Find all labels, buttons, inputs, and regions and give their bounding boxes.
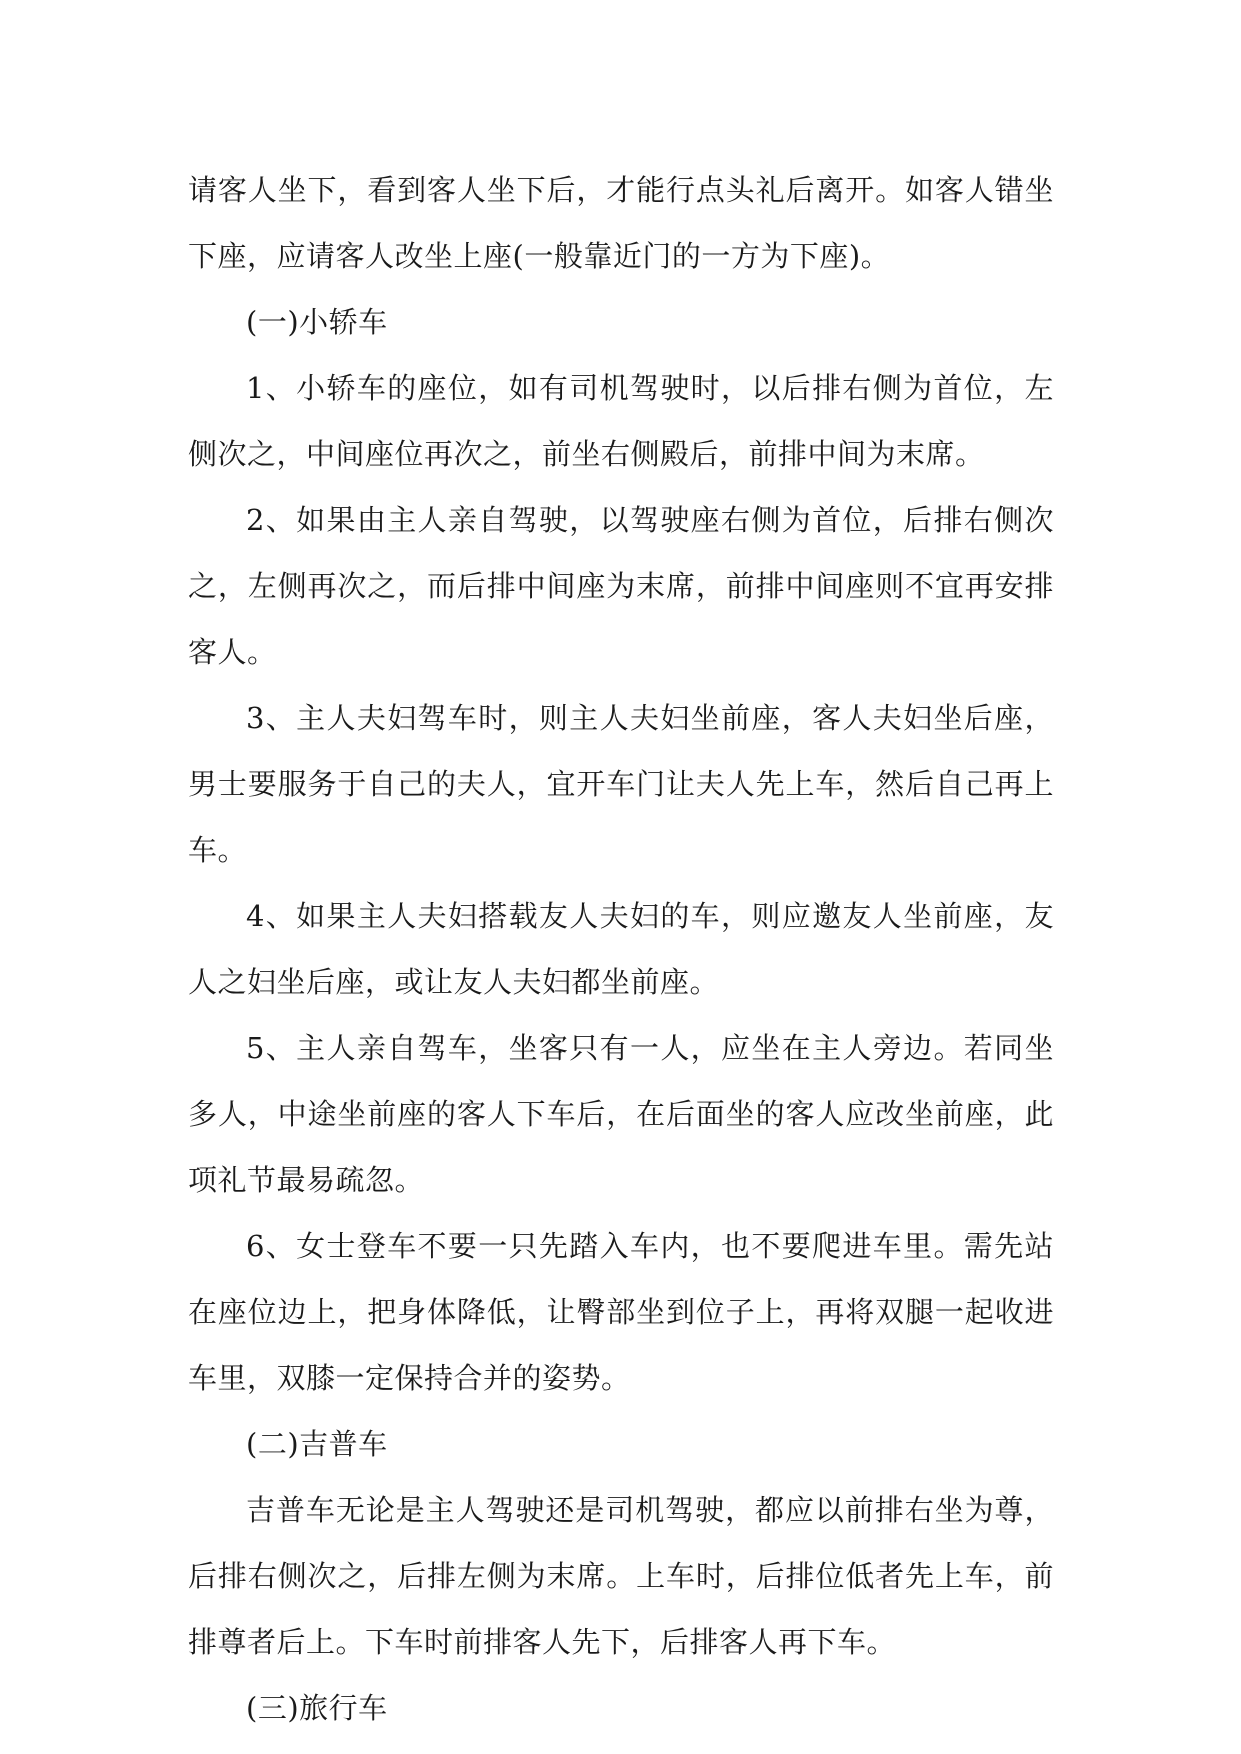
paragraph: 6、女士登车不要一只先踏入车内，也不要爬进车里。需先站在座位边上，把身体降低，让臀部坐到位子上，再将双腿一起收进车里，双膝一定保持合并的姿势。 (188, 1229, 1054, 1395)
paragraph: 3、主人夫妇驾车时，则主人夫妇坐前座，客人夫妇坐后座，男士要服务于自己的夫人，宜开车门让夫人先上车，然后自己再上车。 (188, 701, 1054, 867)
paragraph: 5、主人亲自驾车，坐客只有一人，应坐在主人旁边。若同坐多人，中途坐前座的客人下车后，在后面坐的客人应改坐前座，此项礼节最易疏忽。 (188, 1031, 1054, 1197)
section-heading-jeep: (二)吉普车 (246, 1427, 388, 1461)
section-heading-sedan: (一)小轿车 (246, 305, 388, 339)
section-heading-tour-bus: (三)旅行车 (246, 1691, 388, 1725)
paragraph: 4、如果主人夫妇搭载友人夫妇的车，则应邀友人坐前座，友人之妇坐后座，或让友人夫妇都坐前座。 (188, 899, 1054, 999)
paragraph: 吉普车无论是主人驾驶还是司机驾驶，都应以前排右坐为尊，后排右侧次之，后排左侧为末席。上车时，后排位低者先上车，前排尊者后上。下车时前排客人先下，后排客人再下车。 (188, 1493, 1054, 1659)
paragraph: 请客人坐下，看到客人坐下后，才能行点头礼后离开。如客人错坐下座，应请客人改坐上座(一般靠近门的一方为下座)。 (188, 173, 1054, 273)
paragraph: 1、小轿车的座位，如有司机驾驶时，以后排右侧为首位，左侧次之，中间座位再次之，前坐右侧殿后，前排中间为末席。 (188, 371, 1054, 471)
paragraph: 2、如果由主人亲自驾驶，以驾驶座右侧为首位，后排右侧次之，左侧再次之，而后排中间座为末席，前排中间座则不宜再安排客人。 (188, 503, 1054, 669)
document-body (188, 157, 1054, 1741)
